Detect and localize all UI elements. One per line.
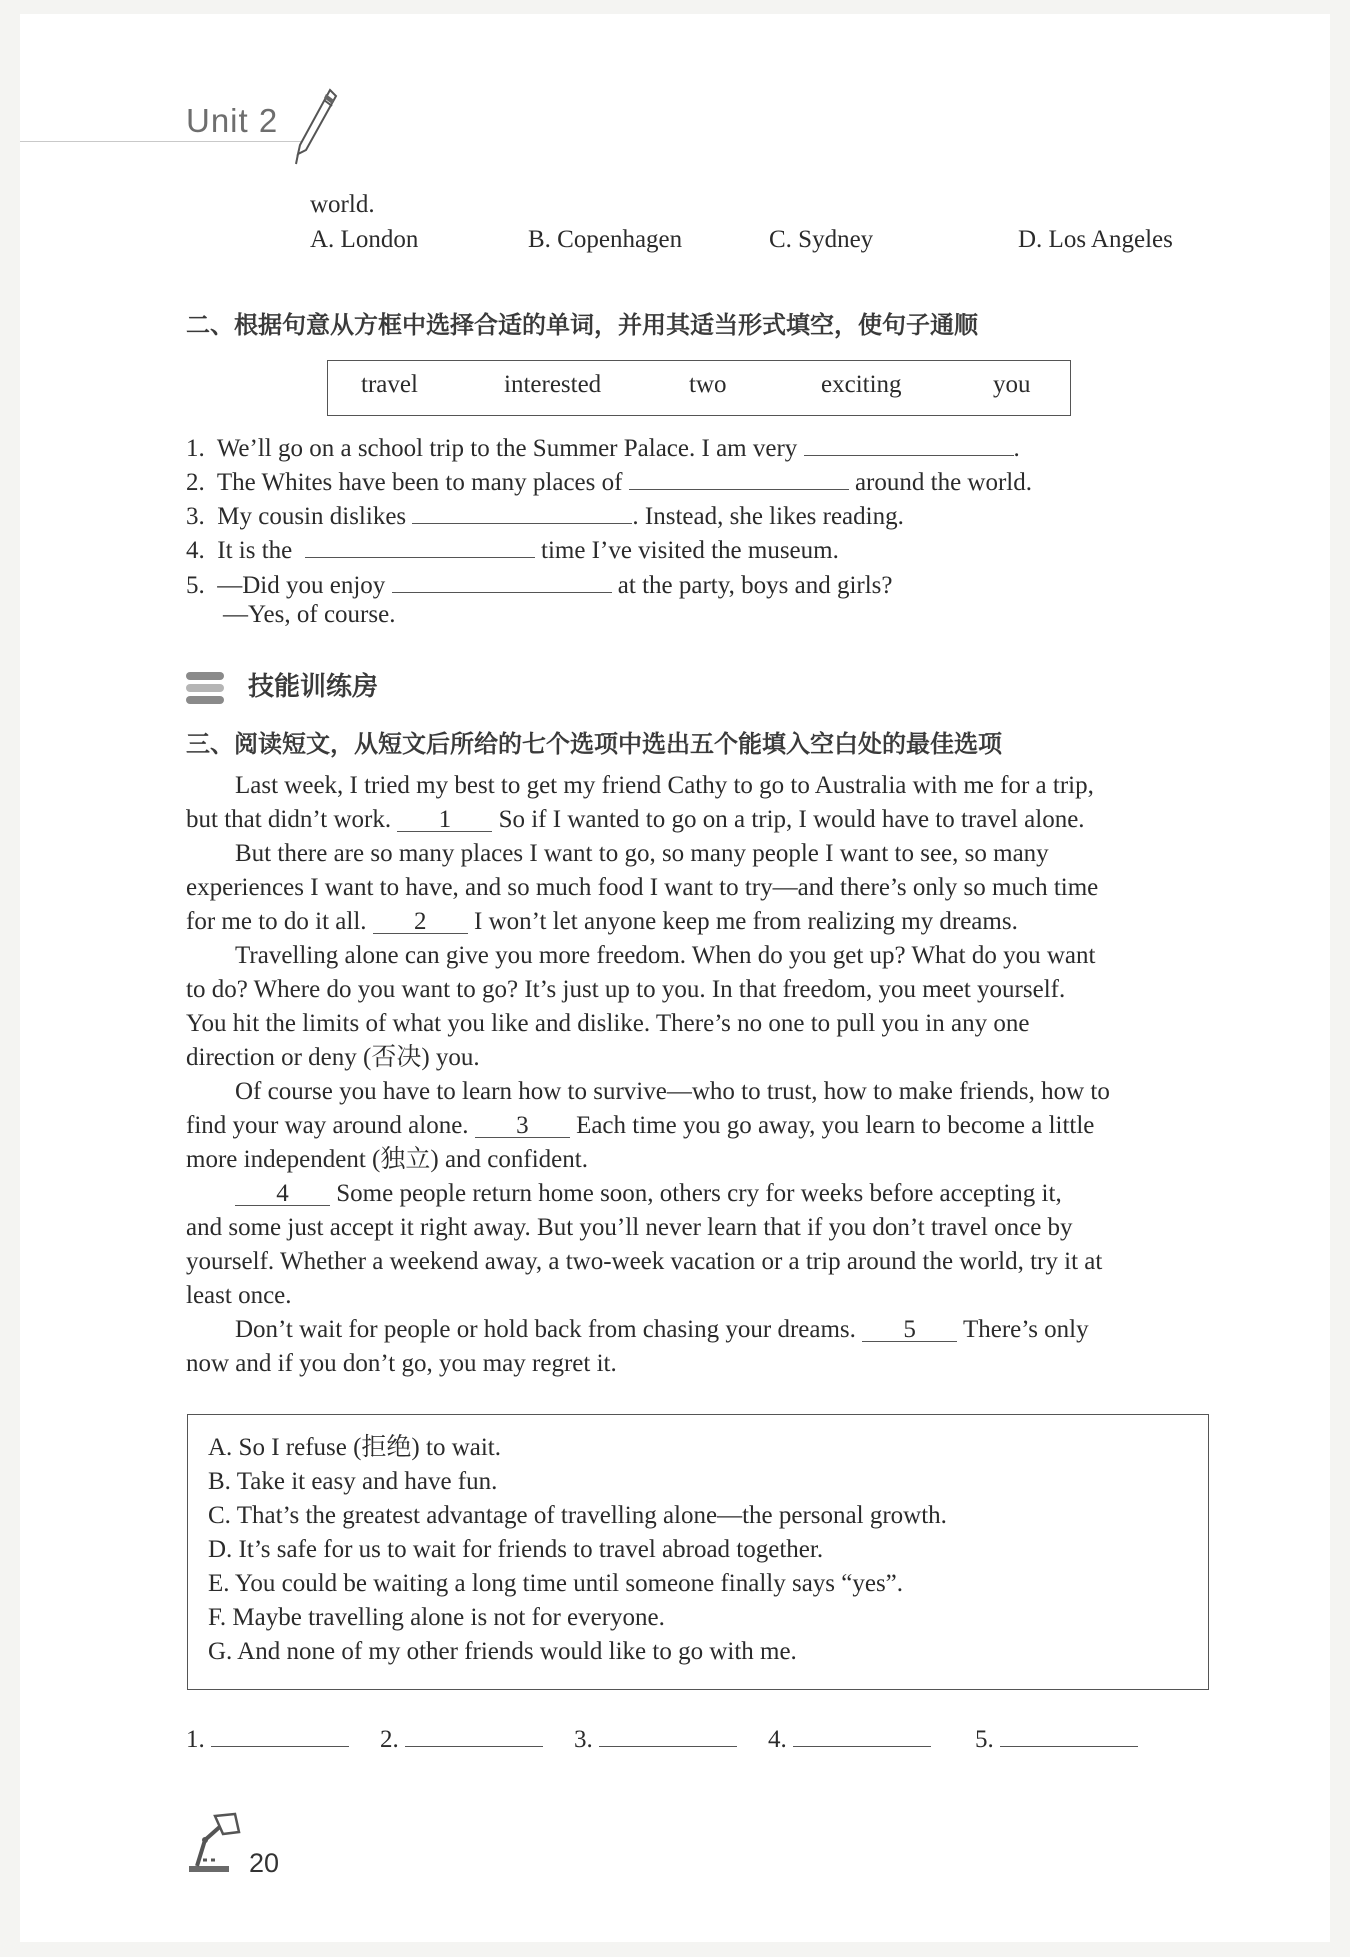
pen-icon (292, 88, 338, 166)
passage-line: But there are so many places I want to go, so many people I want to see, so many (235, 840, 1049, 867)
passage-line (186, 905, 1018, 939)
unit-title: Unit 2 (186, 102, 279, 139)
answer-blank[interactable] (599, 1718, 737, 1747)
answer-blank[interactable] (1000, 1718, 1138, 1747)
passage-line: You hit the limits of what you like and dislike. There’s no one to pull you in any one (186, 1010, 1030, 1037)
item-text: My cousin dislikes (217, 503, 407, 530)
options-box (187, 1414, 1209, 1690)
passage-text: Don’t wait for people or hold back from chasing your dreams. (235, 1316, 856, 1343)
page-number: 20 (249, 1848, 280, 1878)
answer-slot (574, 1718, 737, 1757)
item-text: time I’ve visited the museum. (541, 537, 839, 564)
passage-line: least once. (186, 1282, 292, 1309)
passage-text: Some people return home soon, others cry for weeks before accepting it, (336, 1180, 1062, 1207)
fill-item (186, 529, 839, 568)
answer-blank[interactable] (793, 1718, 931, 1747)
item-text: —Did you enjoy (217, 572, 386, 599)
passage-blank-4[interactable]: 4 (235, 1177, 330, 1206)
answer-blank[interactable] (629, 461, 849, 490)
answer-slot (768, 1718, 931, 1757)
passage-blank-3[interactable]: 3 (475, 1109, 570, 1138)
passage-blank-1[interactable]: 1 (397, 803, 492, 832)
section3-heading: 三、阅读短文，从短文后所给的七个选项中选出五个能填入空白处的最佳选项 (186, 730, 1002, 758)
prev-option-c: C. Sydney (769, 226, 874, 253)
word-box-item: exciting (821, 371, 902, 398)
passage-line: and some just accept it right away. But you’ll never learn that if you don’t travel once by (186, 1214, 1073, 1241)
item-number: 2. (186, 469, 205, 496)
option-g: G. And none of my other friends would like to go with me. (208, 1638, 797, 1665)
prev-option-a: A. London (310, 226, 419, 253)
passage-line: now and if you don’t go, you may regret it. (186, 1350, 617, 1377)
answer-slot (380, 1718, 543, 1757)
passage-text: for me to do it all. (186, 908, 367, 935)
section2-heading: 二、根据句意从方框中选择合适的单词，并用其适当形式填空，使句子通顺 (186, 311, 978, 339)
skills-title: 技能训练房 (248, 672, 379, 702)
passage-line: Travelling alone can give you more freedom. When do you get up? What do you want (235, 942, 1096, 969)
passage-line (186, 803, 1085, 837)
skills-icon (184, 668, 228, 708)
passage-line: experiences I want to have, and so much food I want to try—and there’s only so much time (186, 874, 1099, 901)
item-text: around the world. (854, 469, 1032, 496)
word-box (327, 360, 1071, 416)
passage-line: direction or deny (否决) you. (186, 1044, 480, 1071)
answer-blank[interactable] (211, 1718, 349, 1747)
workbook-page (20, 14, 1330, 1942)
option-d: D. It’s safe for us to wait for friends to travel abroad together. (208, 1536, 824, 1563)
word-box-item: two (689, 371, 727, 398)
item5-reply: —Yes, of course. (223, 601, 396, 628)
answer-blank[interactable] (392, 564, 612, 593)
passage-text: but that didn’t work. (186, 806, 392, 833)
answer-label: 4. (768, 1726, 787, 1753)
passage-line (235, 1177, 1062, 1211)
option-a: A. So I refuse (拒绝) to wait. (208, 1434, 501, 1461)
answer-label: 5. (975, 1726, 994, 1753)
prev-question-tail: world. (310, 191, 375, 218)
item-number: 5. (186, 572, 205, 599)
passage-text: Each time you go away, you learn to become a little (576, 1112, 1095, 1139)
answer-label: 2. (380, 1726, 399, 1753)
passage-text: There’s only (962, 1316, 1089, 1343)
desk-lamp-icon (183, 1810, 245, 1876)
option-f: F. Maybe travelling alone is not for everyone. (208, 1604, 665, 1631)
passage-line: Last week, I tried my best to get my friend Cathy to go to Australia with me for a trip, (235, 772, 1094, 799)
passage-line (186, 1109, 1094, 1143)
answer-label: 3. (574, 1726, 593, 1753)
prev-option-d: D. Los Angeles (1018, 226, 1173, 253)
answer-blank[interactable] (405, 1718, 543, 1747)
header-rule (20, 141, 305, 142)
item-number: 3. (186, 503, 205, 530)
option-e: E. You could be waiting a long time until someone finally says “yes”. (208, 1570, 904, 1597)
word-box-item: you (993, 371, 1031, 398)
option-b: B. Take it easy and have fun. (208, 1468, 498, 1495)
item-text: at the party, boys and girls? (617, 572, 893, 599)
answer-label: 1. (186, 1726, 205, 1753)
answer-slot (975, 1718, 1138, 1757)
passage-text: So if I wanted to go on a trip, I would have to travel alone. (498, 806, 1085, 833)
item-text: It is the (217, 537, 293, 564)
answer-blank[interactable] (305, 529, 535, 558)
answer-slot (186, 1718, 349, 1757)
item-text: We’ll go on a school trip to the Summer Palace. I am very (216, 435, 798, 462)
passage-line: Of course you have to learn how to survive—who to trust, how to make friends, how to (235, 1078, 1110, 1105)
passage-blank-2[interactable]: 2 (373, 905, 468, 934)
word-box-item: interested (504, 371, 602, 398)
passage-line: more independent (独立) and confident. (186, 1146, 588, 1173)
unit-header (20, 14, 1330, 164)
answer-blank[interactable] (412, 495, 632, 524)
item-text: The Whites have been to many places of (216, 469, 623, 496)
word-box-item: travel (361, 371, 418, 398)
answer-blank[interactable] (804, 427, 1014, 456)
item-text: . (1013, 435, 1020, 462)
item-text: . Instead, she likes reading. (632, 503, 904, 530)
item-number: 1. (186, 435, 205, 462)
passage-text: I won’t let anyone keep me from realizing my dreams. (474, 908, 1018, 935)
option-c: C. That’s the greatest advantage of travelling alone—the personal growth. (208, 1502, 947, 1529)
passage-line: to do? Where do you want to go? It’s just up to you. In that freedom, you meet yourself. (186, 976, 1066, 1003)
passage-text: find your way around alone. (186, 1112, 469, 1139)
passage-blank-5[interactable]: 5 (862, 1313, 957, 1342)
item-number: 4. (186, 537, 205, 564)
passage-line (235, 1313, 1089, 1347)
prev-option-b: B. Copenhagen (528, 226, 683, 253)
passage-line: yourself. Whether a weekend away, a two-week vacation or a trip around the world, try it at (186, 1248, 1103, 1275)
